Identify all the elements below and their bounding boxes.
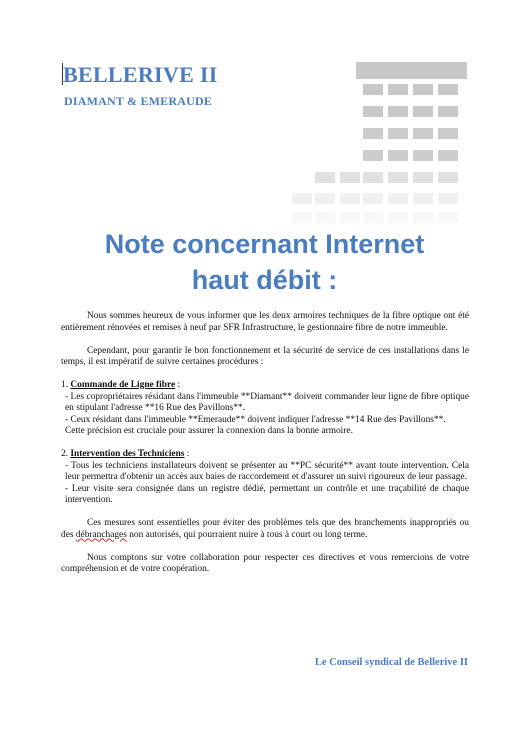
building-window [363, 172, 383, 183]
building-window [315, 193, 335, 204]
section-1-item-diamant: - Les copropriétaires résidant dans l'immeuble **Diamant** doivent commander leur ligne de fibre optique en stipulant l'adresse **16 Rue des Pavillons**. [65, 391, 469, 413]
section-2-heading [61, 449, 469, 461]
main-title-line-1: Note concernant Internet [104, 229, 425, 259]
section-2-title: Intervention des Techniciens [70, 449, 185, 459]
building-window [413, 128, 433, 139]
building-window [438, 212, 458, 223]
building-window [363, 193, 383, 204]
building-window [388, 128, 408, 139]
building-window [292, 193, 312, 204]
building-window [340, 193, 360, 204]
building-window [363, 212, 383, 223]
section-2-item-registre: - Leur visite sera consignée dans un registre dédié, permettant un contrôle et une traçabilité de chaque intervention. [65, 483, 469, 505]
building-window [438, 193, 458, 204]
brand-title: BELLERIVE II [63, 62, 218, 87]
building-window [413, 193, 433, 204]
letter-body [61, 311, 469, 576]
building-window [413, 150, 433, 161]
building-window [438, 128, 458, 139]
building-window [413, 84, 433, 95]
section-1-note: Cette précision est cruciale pour assurer la connexion dans la bonne armoire. [65, 426, 353, 436]
procedures-paragraph: Cependant, pour garantir le bon fonctionnement et la sécurité de service de ces installations dans le temps, il est impératif de suivre certaines procédures : [61, 345, 469, 367]
building-window [413, 172, 433, 183]
building-window [438, 84, 458, 95]
building-window [388, 106, 408, 117]
building-window [363, 84, 383, 95]
building-window [363, 128, 383, 139]
building-window [388, 84, 408, 95]
building-window [388, 193, 408, 204]
brand-subtitle: DIAMANT & EMERAUDE [64, 94, 213, 108]
building-window [315, 172, 335, 183]
building-window [438, 106, 458, 117]
section-2-colon: : [186, 449, 190, 459]
building-window [438, 172, 458, 183]
building-window [413, 212, 433, 223]
section-2-item-pc-securite: - Tous les techniciens installateurs doivent se présenter au **PC sécurité** avant toute intervention. Cela leur permettra d'obtenir un accès aux baies de raccordement et d'assurer un suivi rigoureux de leur passage. [65, 460, 469, 482]
building-window [438, 150, 458, 161]
main-title [40, 226, 489, 298]
main-title-line-2: haut débit : [191, 265, 338, 295]
section-1-title: Commande de Ligne fibre [70, 380, 176, 390]
intro-paragraph: Nous sommes heureux de vous informer que les deux armoires techniques de la fibre optique ont été entièrement rénovées et remises à neuf par SFR Infrastructure, le gestionnaire fibre de notre immeuble. [61, 311, 469, 333]
closing-text-a: Ces mesures sont essentielles pour éviter des problèmes tels que des branchements inappropriés ou des [61, 518, 469, 540]
building-window [388, 150, 408, 161]
section-2-number: 2. [61, 449, 69, 459]
building-window [413, 106, 433, 117]
misspelled-word[interactable]: débranchages [75, 529, 127, 540]
building-top-block [356, 62, 467, 79]
section-1-number: 1. [61, 380, 69, 390]
building-window [315, 212, 335, 223]
building-window [388, 172, 408, 183]
closing-paragraph-1 [61, 518, 469, 541]
building-window [388, 212, 408, 223]
building-graphic [289, 62, 469, 227]
section-1-item-emeraude: - Ceux résidant dans l'immeuble **Emeraude** doivent indiquer l'adresse **14 Rue des Pavillons**. [65, 414, 446, 425]
building-window [340, 172, 360, 183]
signature: Le Conseil syndical de Bellerive II [314, 657, 468, 668]
section-1-heading [61, 380, 469, 392]
building-window [292, 212, 312, 223]
building-window [363, 150, 383, 161]
closing-paragraph-2: Nous comptons sur votre collaboration pour respecter ces directives et vous remercions de votre compréhension et de votre coopération. [61, 552, 469, 574]
closing-text-b: non autorisés, qui pourraient nuire à tous à court ou long terme. [126, 529, 368, 540]
building-window [340, 212, 360, 223]
section-1-colon: : [177, 380, 181, 390]
building-window [363, 106, 383, 117]
